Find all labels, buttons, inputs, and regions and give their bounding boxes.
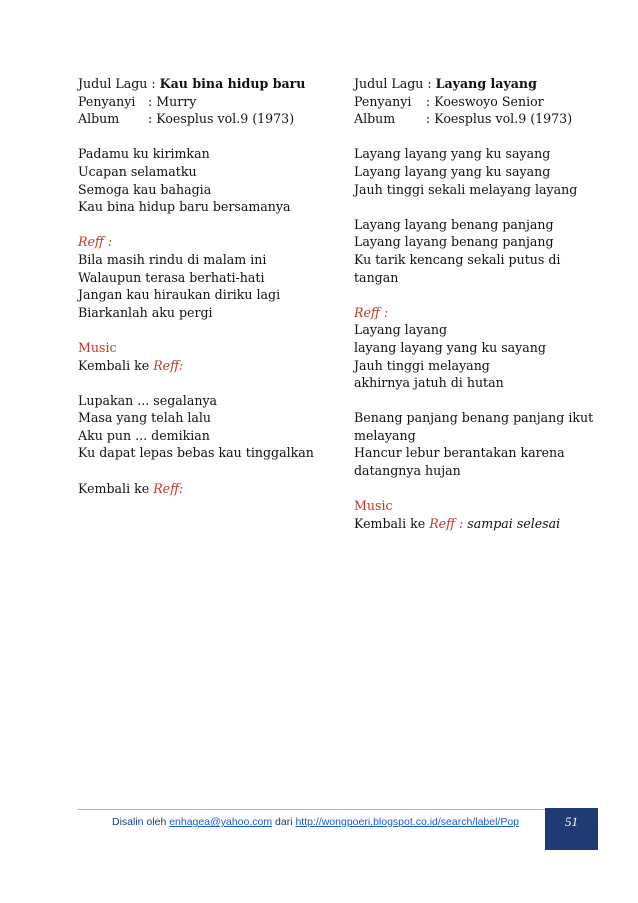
lyric-line: Layang layang yang ku sayang [354,163,551,179]
lyric-line: Ku dapat lepas bebas kau tinggalkan [78,445,314,461]
footer-credit [112,816,519,828]
page-number-box [545,808,598,850]
reff-line: Walaupun terasa berhati-hati [78,269,265,285]
footer-divider [78,809,598,810]
left-album-row [78,110,333,128]
lyric-line: Masa yang telah lalu [78,410,212,426]
kembali-prefix: Kembali ke [354,515,430,531]
lyric-line: Layang layang benang panjang [354,234,554,250]
left-singer-value: : Murry [148,93,197,109]
right-song-title: Layang layang [435,76,537,91]
right-singer-key: Penyanyi [354,93,412,109]
lyric-line: Kau bina hidup baru bersamanya [78,199,291,215]
lyric-line: Layang layang benang panjang [354,216,554,232]
right-album-row [354,110,606,128]
left-kembali-2 [78,480,333,498]
reff-line: akhirnya jatuh di hutan [354,375,504,391]
lyric-line: Lupakan ... segalanya [78,392,218,408]
reff-line: Biarkanlah aku pergi [78,304,213,320]
lyric-line: Benang panjang benang panjang ikut melayang [354,410,598,443]
left-music-label: Music [78,339,117,355]
lyric-line: Jauh tinggi sekali melayang layang [354,181,578,197]
right-album-key: Album [354,111,396,127]
left-reff-label: Reff : [78,234,113,250]
left-song [78,75,333,497]
reff-line: layang layang yang ku sayang [354,339,546,355]
left-singer-row [78,93,333,111]
kembali-reff: Reff: [153,480,184,496]
right-title-key: Judul Lagu : [354,76,436,91]
left-title-line [78,75,333,93]
reff-line: Layang layang [354,322,448,338]
lyric-line: Hancur lebur berantakan karena datangnya hujan [354,445,569,479]
footer-prefix: Disalin oleh [112,816,170,828]
reff-line: Bila masih rindu di malam ini [78,251,267,267]
kembali-prefix: Kembali ke [78,480,154,496]
reff-line: Jauh tinggi melayang [354,357,490,373]
right-singer-value: : Koeswoyo Senior [426,93,544,109]
lyric-line: Padamu ku kirimkan [78,146,210,162]
kembali-suffix: sampai selesai [463,515,561,531]
lyric-line: Ku tarik kencang sekali putus di tangan [354,251,565,285]
lyric-line: Aku pun ... demikian [78,427,210,443]
lyric-line: Semoga kau bahagia [78,181,212,197]
right-song [354,75,606,532]
footer-middle: dari [272,816,296,828]
lyric-line: Layang layang yang ku sayang [354,146,551,162]
page-number: 51 [565,814,578,829]
left-kembali-1 [78,357,333,375]
left-album-key: Album [78,111,120,127]
left-album-value: : Koesplus vol.9 (1973) [148,111,295,127]
left-song-title: Kau bina hidup baru [159,76,306,91]
reff-line: Jangan kau hiraukan diriku lagi [78,287,281,303]
left-singer-key: Penyanyi [78,93,136,109]
kembali-reff: Reff : [429,515,464,531]
footer-url-link[interactable]: http://wongpoeri.blogspot.co.id/search/label/Pop [295,816,520,828]
right-singer-row [354,93,606,111]
right-kembali [354,515,606,533]
left-title-key: Judul Lagu : [78,76,160,91]
right-title-line [354,75,606,93]
right-music-label: Music [354,498,393,514]
right-reff-label: Reff : [354,304,389,320]
kembali-prefix: Kembali ke [78,357,154,373]
right-album-value: : Koesplus vol.9 (1973) [426,111,573,127]
footer-email-link[interactable]: enhagea@yahoo.com [169,816,273,828]
kembali-reff: Reff: [153,357,184,373]
lyric-line: Ucapan selamatku [78,163,197,179]
